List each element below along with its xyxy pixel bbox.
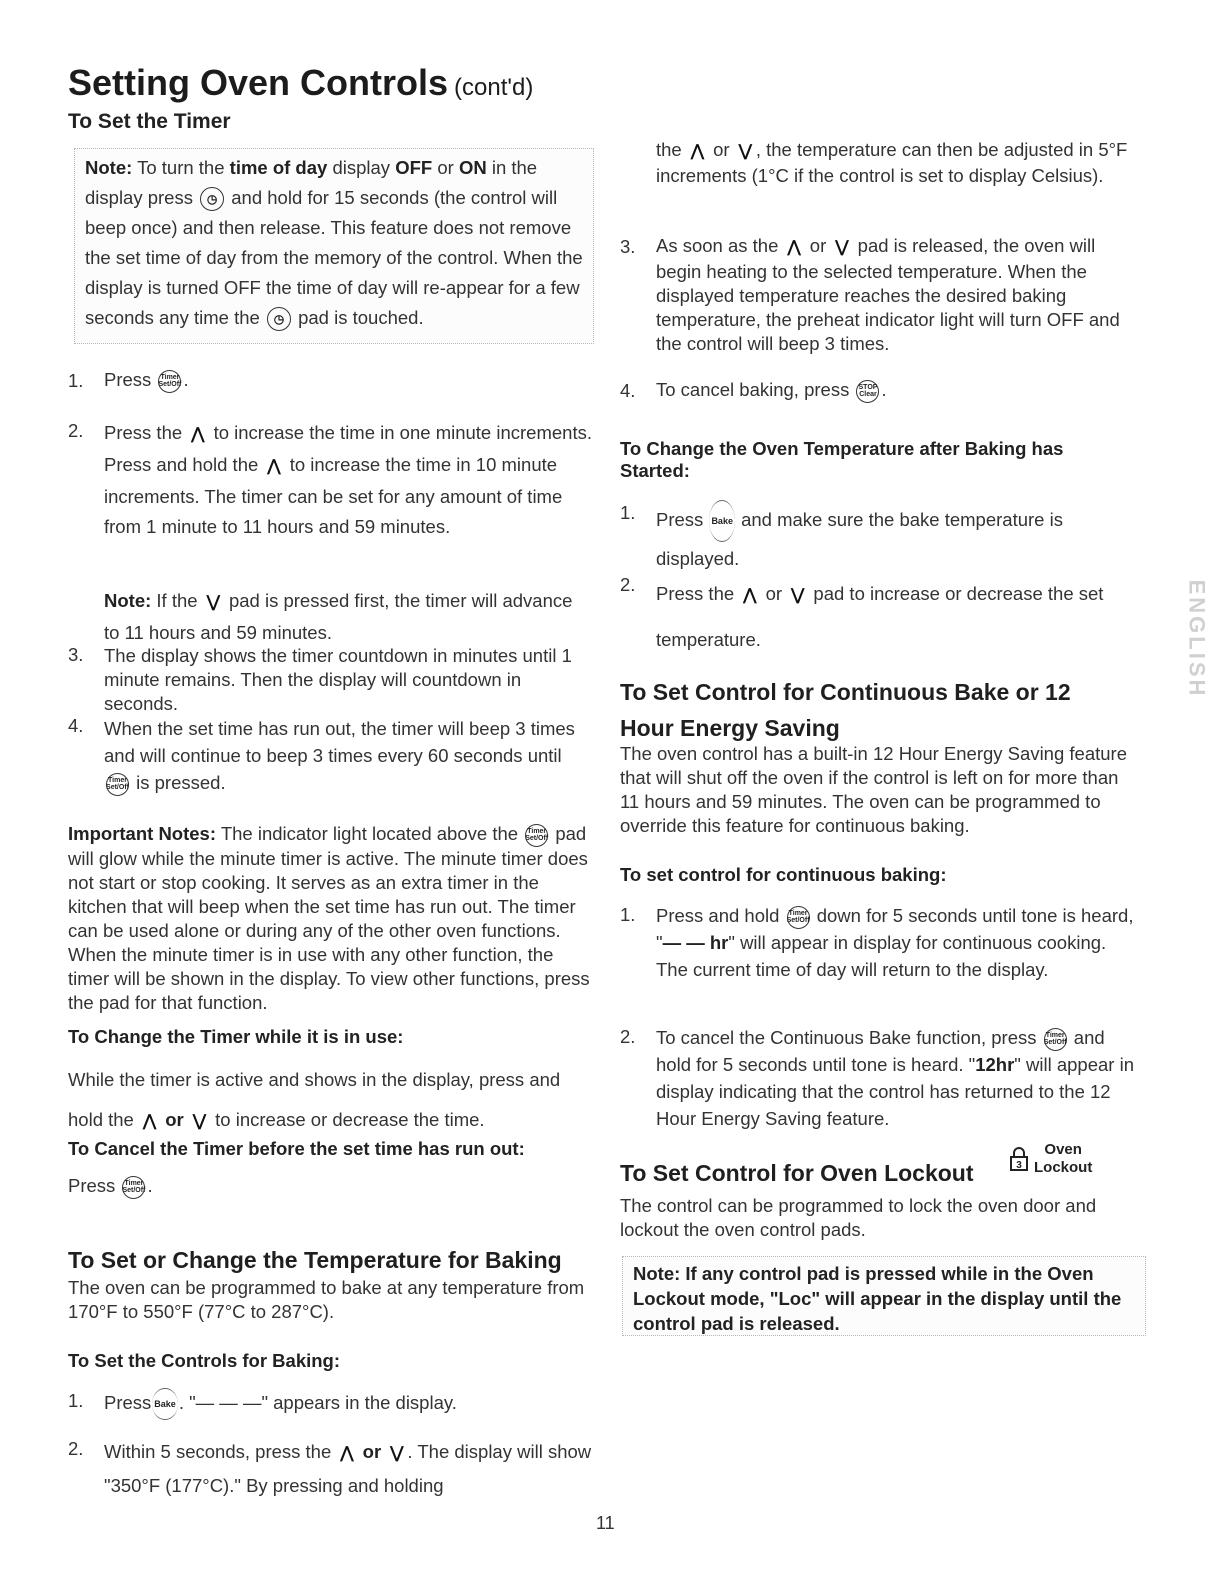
note-text-or: or <box>437 157 454 178</box>
step4-text: When the set time has run out, the timer will beep 3 times and will continue to beep 3 times every 60 seconds until Timer Set/Off is pressed. <box>104 715 592 796</box>
stop-clear-key-icon: STOP Clear <box>856 380 879 403</box>
step2-text: Press the ⋀ to increase the time in one minute increments. Press and hold the ⋀ to increase the time in 10 minute increments. The timer can be set for any amount of time from 1 minute to 11 hours and 59 minutes. <box>104 422 592 537</box>
down-arrow-icon: ⋁ <box>390 1445 404 1462</box>
sc-step2-number: 2. <box>620 1026 636 1047</box>
step2-note: Note: If the ⋁ pad is pressed first, the timer will advance to 11 hours and 59 minutes. <box>104 590 573 643</box>
timer-heading: To Set the Timer <box>68 110 231 133</box>
baking-step1-text: Press Bake . "— — —" appears in the display. <box>104 1388 457 1420</box>
note-bold-off: OFF <box>395 157 433 178</box>
sc-step1-text: Press and hold Timer Set/Off down for 5 seconds until tone is heard, "— — hr" will appear in display for continuous cooking. The current time of day will return to the display. <box>656 905 1134 980</box>
important-notes: Important Notes: The indicator light located above the Timer Set/Off pad will glow while the minute timer is active. The minute timer does not start or stop cooking. It serves as an extra timer in the kitchen that will beep when the set time has run out. The timer can be used alone or during any of the other oven functions. When the minute timer is in use with any other function, the timer will be shown in the display. To view other functions, press the pad for that function. <box>68 823 590 1013</box>
timer-key-icon: Timer Set/Off <box>1044 1028 1067 1051</box>
note-text-2: display <box>332 157 391 178</box>
page-title-sub: (cont'd) <box>454 74 534 101</box>
ct-step1-number: 1. <box>620 502 636 523</box>
down-arrow-icon: ⋁ <box>738 143 752 160</box>
ct-step1-text: Press Bake and make sure the bake temperature is displayed. <box>656 500 1134 576</box>
sc-step2-text: To cancel the Continuous Bake function, press Timer Set/Off and hold for 5 seconds until tone is heard. "12hr" will appear in display indicating that the control has returned to the 12 Hour Energy Saving feature. <box>656 1027 1134 1129</box>
up-arrow-icon: ⋀ <box>142 1113 157 1130</box>
lockout-icon-line1: Oven <box>1044 1141 1082 1158</box>
clock-key-icon: ◷ <box>200 187 224 211</box>
baking-step1-number: 1. <box>68 1390 84 1411</box>
r-step3-number: 3. <box>620 236 636 257</box>
baking-step2-text: Within 5 seconds, press the ⋀ or ⋁ . The display will show "350°F (177°C)." By pressing and holding <box>104 1441 592 1496</box>
lockout-heading: To Set Control for Oven Lockout <box>620 1160 974 1186</box>
change-temp-heading: To Change the Oven Temperature after Baking has Started: <box>620 438 1064 481</box>
note-bold-1: time of day <box>229 157 328 178</box>
lockout-note-box: Note: If any control pad is pressed while in the Oven Lockout mode, "Loc" will appear in the display until the control pad is released. <box>622 1256 1146 1336</box>
lockout-icon-line2: Lockout <box>1034 1159 1093 1176</box>
baking-continued-text: the ⋀ or ⋁ , the temperature can then be adjusted in 5°F increments (1°C if the control is set to display Celsius). <box>656 139 1128 186</box>
r-step4-number: 4. <box>620 380 636 401</box>
continuous-heading: To Set Control for Continuous Bake or 12 Hour Energy Saving <box>620 679 1071 741</box>
continuous-text: The oven control has a built-in 12 Hour Energy Saving feature that will shut off the oven if the control is left on for more than 11 hours and 59 minutes. The oven can be programmed to override this feature for continuous baking. <box>620 743 1127 836</box>
note-text-4: and hold for 15 seconds (the control will beep once) and then release. This feature does not remove the set time of day from the memory of the control. When the display is turned OFF the time of day will re-appear for a few seconds any time the <box>85 187 583 328</box>
set-continuous-heading: To set control for continuous baking: <box>620 864 947 885</box>
step1-number: 1. <box>68 370 84 391</box>
baking-heading: To Set or Change the Temperature for Baking <box>68 1247 562 1273</box>
lockout-digit: 3 <box>1016 1160 1022 1171</box>
lockout-text: The control can be programmed to lock the oven door and lockout the oven control pads. <box>620 1195 1097 1240</box>
note-text-3: in the display press <box>85 157 538 208</box>
ct-step2-text: Press the ⋀ or ⋁ pad to increase or decrease the set temperature. <box>656 583 1104 650</box>
timer-note-box <box>74 148 594 344</box>
timer-key-icon: Timer Set/Off <box>525 824 548 847</box>
step2-number: 2. <box>68 420 84 441</box>
down-arrow-icon: ⋁ <box>192 1113 207 1130</box>
oven-lockout-key <box>1010 1141 1092 1177</box>
bake-key-icon: Bake <box>152 1388 178 1420</box>
step4-number: 4. <box>68 715 84 736</box>
note-label: Note: <box>85 157 133 178</box>
up-arrow-icon: ⋀ <box>690 143 704 160</box>
step3-number: 3. <box>68 644 84 665</box>
cancel-timer-heading: To Cancel the Timer before the set time has run out: <box>68 1138 525 1159</box>
r-step4-text: To cancel baking, press STOP Clear . <box>656 378 887 403</box>
up-arrow-icon: ⋀ <box>267 458 281 475</box>
down-arrow-icon: ⋁ <box>835 239 849 256</box>
timer-key-icon: Timer Set/Off <box>158 370 181 393</box>
note-text-5: pad is touched. <box>298 307 424 328</box>
up-arrow-icon: ⋀ <box>743 587 757 604</box>
r-step3-text: As soon as the ⋀ or ⋁ pad is released, the oven will begin heating to the selected temperature. When the displayed temperature reaches the desired baking temperature, the preheat indicator light will turn OFF and the control will beep 3 times. <box>656 235 1120 354</box>
page-title-main: Setting Oven Controls <box>68 62 449 103</box>
timer-key-icon: Timer Set/Off <box>787 906 810 929</box>
controls-baking-heading: To Set the Controls for Baking: <box>68 1350 341 1371</box>
lock-icon <box>1010 1147 1028 1171</box>
note-bold-on: ON <box>458 157 487 178</box>
change-timer-text: While the timer is active and shows in the display, press and hold the ⋀ or ⋁ to increase or decrease the time. <box>68 1069 561 1130</box>
timer-key-icon: Timer Set/Off <box>122 1176 145 1199</box>
baking-step2-number: 2. <box>68 1438 84 1459</box>
up-arrow-icon: ⋀ <box>191 426 205 443</box>
down-arrow-icon: ⋁ <box>791 587 805 604</box>
step3-text: The display shows the timer countdown in minutes until 1 minute remains. Then the display will countdown in seconds. <box>104 645 572 714</box>
step1-text: Press Timer Set/Off . <box>104 368 189 393</box>
up-arrow-icon: ⋀ <box>787 239 801 256</box>
change-timer-heading: To Change the Timer while it is in use: <box>68 1026 404 1047</box>
language-side-tab: ENGLISH <box>1184 579 1210 699</box>
page-title <box>68 62 533 104</box>
step1-label: Press <box>104 369 152 390</box>
down-arrow-icon: ⋁ <box>206 594 220 611</box>
page-number: 11 <box>596 1513 615 1533</box>
sc-step1-number: 1. <box>620 904 636 925</box>
clock-key-icon: ◷ <box>267 307 291 331</box>
cancel-timer-text: Press Timer Set/Off . <box>68 1174 153 1199</box>
timer-key-icon: Timer Set/Off <box>106 773 129 796</box>
bake-key-icon: Bake <box>709 500 735 542</box>
note-text-1: To turn the <box>137 157 225 178</box>
up-arrow-icon: ⋀ <box>340 1445 354 1462</box>
baking-text: The oven can be programmed to bake at any temperature from 170°F to 550°F (77°C to 287°C). <box>68 1277 585 1322</box>
ct-step2-number: 2. <box>620 574 636 595</box>
